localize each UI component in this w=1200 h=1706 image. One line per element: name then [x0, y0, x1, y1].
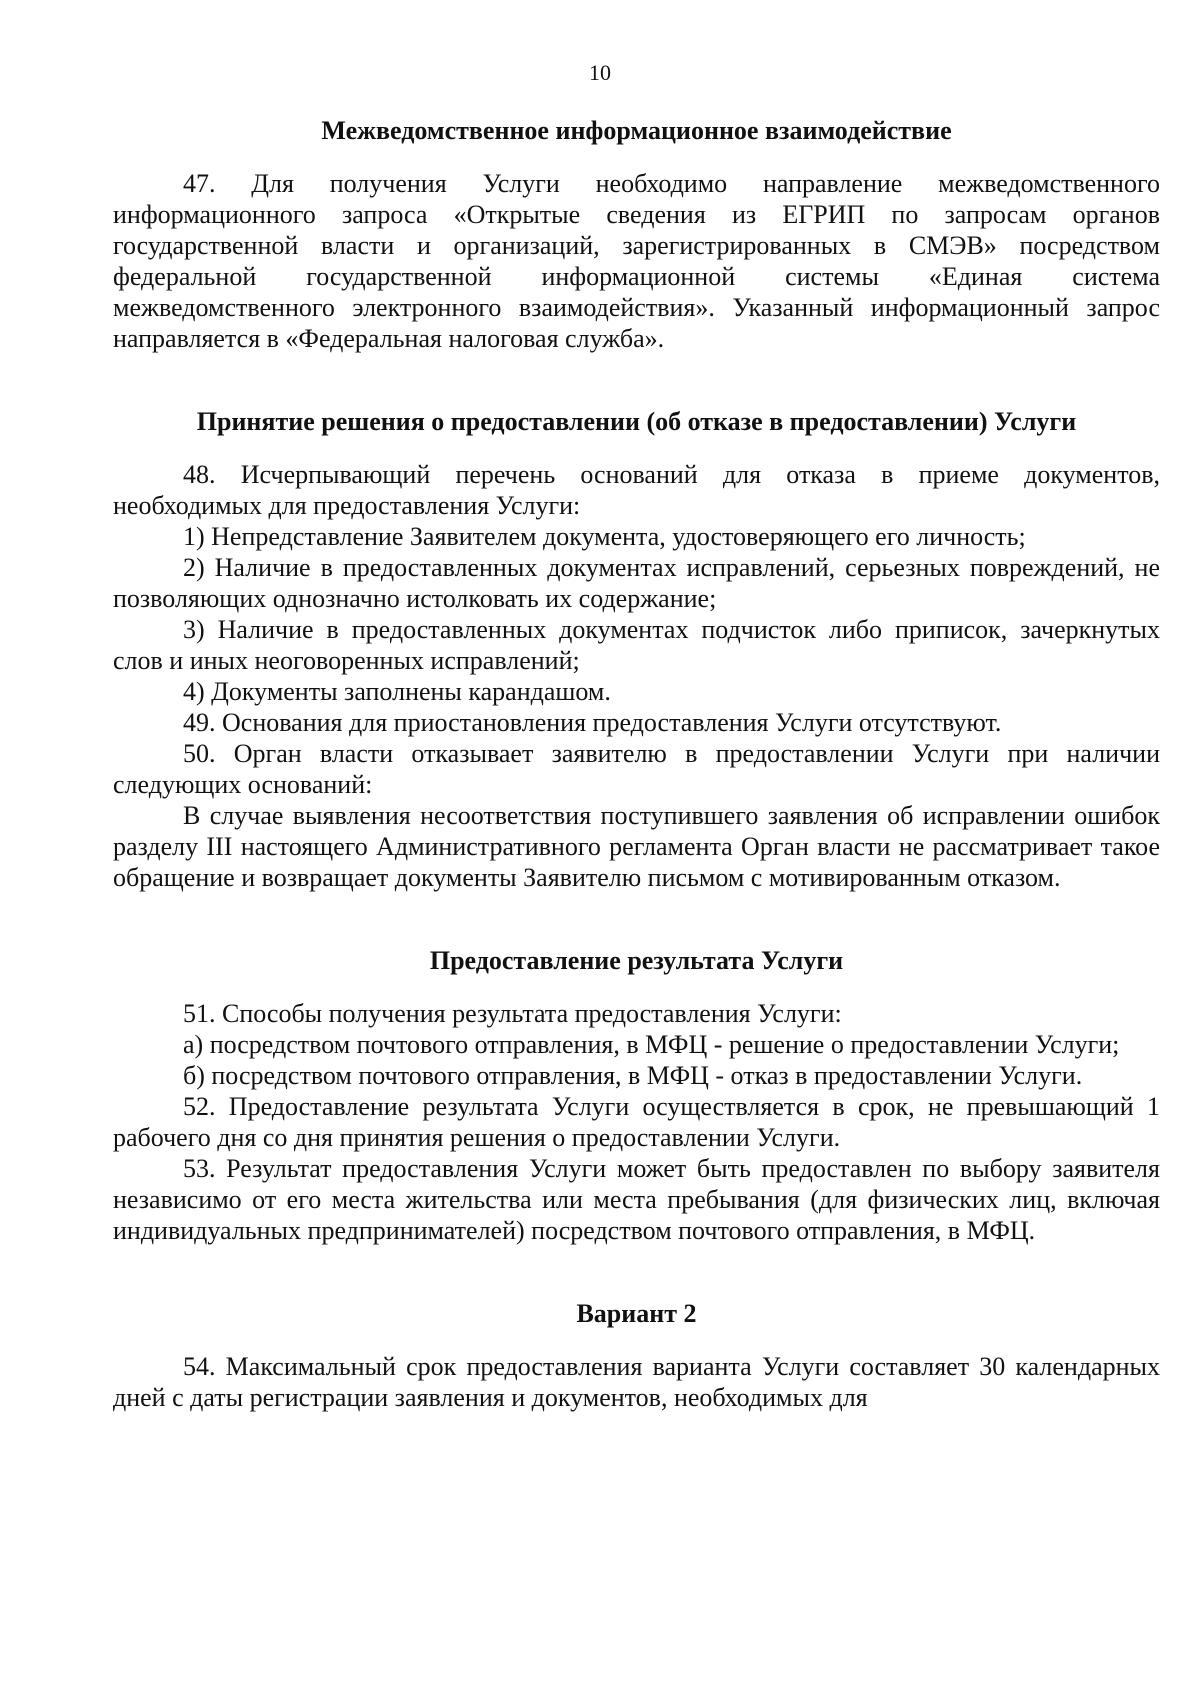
paragraph-47: 47. Для получения Услуги необходимо направление межведомственного информационного запроса «Открытые сведения из ЕГРИП по запросам органов государственной власти и организаций, зарегистрированных в СМЭВ» посредством федеральной государственной информационной системы «Единая система межведомственного электронного взаимодействия». Указанный информационный запрос направляется в «Федеральная налоговая служба».	[113, 169, 1160, 353]
section-heading-result: Предоставление результата Услуги	[429, 946, 844, 975]
section-heading-interagency: Межведомственное информационное взаимодействие	[321, 116, 952, 145]
list-item-a: а) посредством почтового отправления, в МФЦ - решение о предоставлении Услуги;	[183, 1030, 1120, 1059]
section-heading-decision: Принятие решения о предоставлении (об отказе в предоставлении) Услуги	[196, 407, 1077, 436]
paragraph-50-detail: В случае выявления несоответствия поступившего заявления об исправлении ошибок разделу III настоящего Административного регламента Орган власти не рассматривает такое обращение и возвращает документы Заявителю письмом с мотивированным отказом.	[113, 801, 1160, 892]
list-item-4: 4) Документы заполнены карандашом.	[183, 677, 611, 706]
page-number: 10	[589, 60, 611, 85]
section-heading-variant-2: Вариант 2	[576, 1299, 697, 1328]
paragraph-50: 50. Орган власти отказывает заявителю в предоставлении Услуги при наличии следующих оснований:	[113, 739, 1160, 799]
paragraph-53: 53. Результат предоставления Услуги может быть предоставлен по выбору заявителя независимо от его места жительства или места пребывания (для физических лиц, включая индивидуальных предпринимателей) посредством почтового отправления, в МФЦ.	[113, 1154, 1160, 1245]
document-body	[113, 115, 1160, 1413]
paragraph-54: 54. Максимальный срок предоставления варианта Услуги составляет 30 календарных дней с даты регистрации заявления и документов, необходимых для	[113, 1352, 1160, 1412]
paragraph-51: 51. Способы получения результата предоставления Услуги:	[183, 999, 842, 1028]
paragraph-48: 48. Исчерпывающий перечень оснований для отказа в приеме документов, необходимых для предоставления Услуги:	[113, 460, 1160, 520]
paragraph-52: 52. Предоставление результата Услуги осуществляется в срок, не превышающий 1 рабочего дня со дня принятия решения о предоставлении Услуги.	[113, 1092, 1160, 1152]
list-item-1: 1) Непредставление Заявителем документа, удостоверяющего его личность;	[183, 522, 1026, 551]
list-item-2: 2) Наличие в предоставленных документах исправлений, серьезных повреждений, не позволяющих однозначно истолковать их содержание;	[113, 553, 1160, 613]
list-item-b: б) посредством почтового отправления, в МФЦ - отказ в предоставлении Услуги.	[183, 1061, 1083, 1090]
paragraph-49: 49. Основания для приостановления предоставления Услуги отсутствуют.	[183, 708, 1002, 737]
list-item-3: 3) Наличие в предоставленных документах подчисток либо приписок, зачеркнутых слов и иных неоговоренных исправлений;	[113, 615, 1160, 675]
